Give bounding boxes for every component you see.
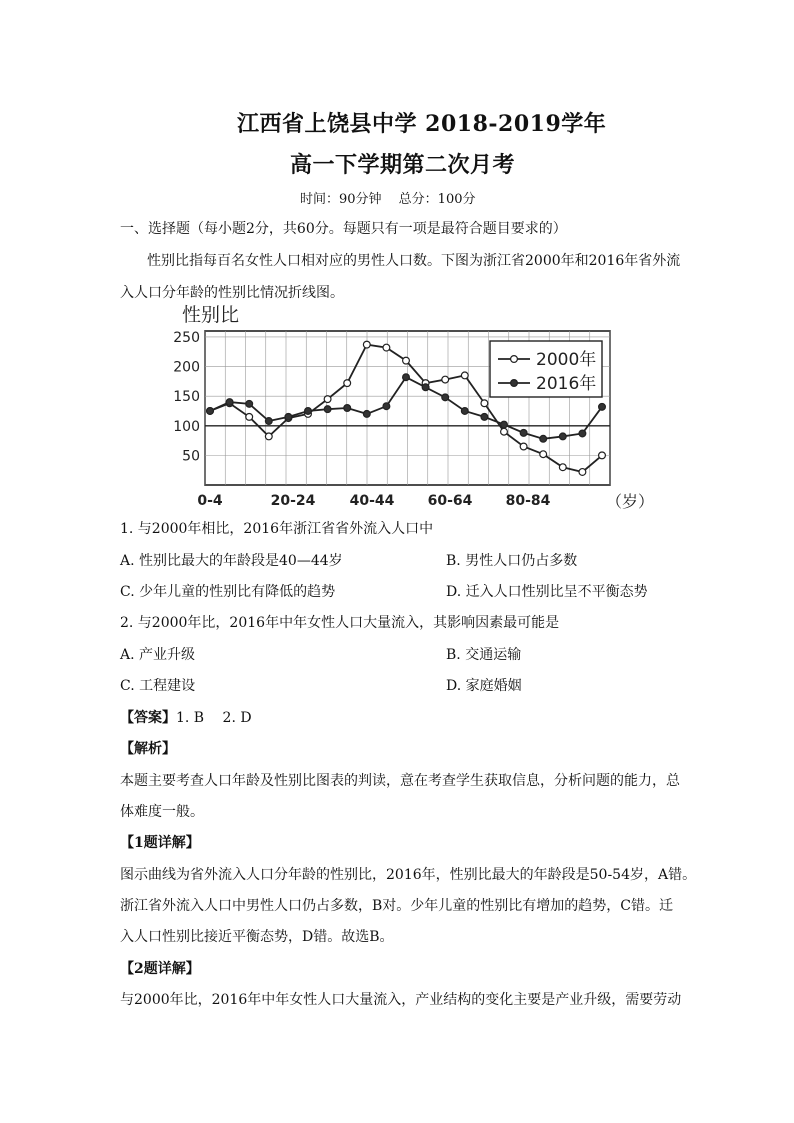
y-axis-title: 性别比 [182,304,240,326]
section-heading: 一、选择题（每小题2分，共60分。每题只有一项是最符合题目要求的） [120,221,567,237]
analysis-line-2: 体难度一般。 [120,804,204,820]
legend-label-0: 2000年 [536,350,597,370]
data-point-series-0 [383,344,390,351]
answer-line [120,707,252,727]
data-point-series-1 [226,399,233,406]
data-point-series-1 [265,418,272,425]
data-point-series-1 [246,400,253,407]
data-point-series-0 [599,452,606,459]
data-point-series-0 [265,433,272,440]
data-point-series-0 [442,376,449,383]
data-point-series-0 [403,357,410,364]
detail-1-label: 【1题详解】 [120,835,200,851]
q1-option-a: A. 性别比最大的年龄段是40—44岁 [120,553,343,569]
data-point-series-1 [363,411,370,418]
analysis-line-1: 本题主要考查人口年龄及性别比图表的判读，意在考查学生获取信息，分析问题的能力，总 [120,773,680,789]
data-point-series-1 [579,430,586,437]
q2-option-a: A. 产业升级 [120,647,196,663]
answer-label: 【答案】 [120,710,176,726]
data-point-series-0 [579,469,586,476]
x-axis-unit: （岁） [605,492,655,511]
detail-2-label: 【2题详解】 [120,961,200,977]
sex-ratio-chart [160,304,655,511]
data-point-series-1 [207,408,214,415]
y-tick-label: 200 [173,359,200,376]
title-line-1: 江西省上饶县中学 2018-2019学年 [237,111,607,137]
data-point-series-1 [559,433,566,440]
data-point-series-1 [599,403,606,410]
q2-option-d: D. 家庭婚姻 [446,678,522,694]
x-tick-label: 0-4 [197,493,223,509]
analysis-label: 【解析】 [120,741,176,757]
detail-1-line-1: 图示曲线为省外流入人口分年龄的性别比，2016年，性别比最大的年龄段是50-54岁，A错。 [120,867,697,883]
data-point-series-0 [461,372,468,379]
data-point-series-0 [363,341,370,348]
q1-option-d: D. 迁入人口性别比呈不平衡态势 [446,584,648,600]
data-point-series-1 [305,408,312,415]
detail-1-line-3: 入人口性别比接近平衡态势，D错。故选B。 [120,929,394,945]
data-point-series-0 [559,464,566,471]
data-point-series-1 [344,405,351,412]
detail-1-line-2: 浙江省外流入人口中男性人口仍占多数，B对。少年儿童的性别比有增加的趋势，C错。迁 [120,898,673,914]
y-tick-label: 150 [173,389,200,406]
data-point-series-1 [520,429,527,436]
data-point-series-1 [481,413,488,420]
question-2: 2. 与2000年比，2016年中年女性人口大量流入，其影响因素最可能是 [120,615,560,631]
y-tick-label: 250 [173,329,200,346]
data-point-series-1 [501,421,508,428]
y-tick-label: 50 [182,448,200,465]
x-tick-label: 80-84 [505,493,551,509]
line-chart-svg [160,304,655,511]
legend-marker-0 [511,356,518,363]
q2-option-c: C. 工程建设 [120,678,196,694]
y-tick-label: 100 [173,418,200,435]
data-point-series-1 [285,413,292,420]
data-point-series-0 [324,396,331,403]
x-tick-label: 40-44 [349,493,395,509]
title-line-2: 高一下学期第二次月考 [290,152,516,178]
data-point-series-1 [383,403,390,410]
x-tick-label: 60-64 [427,493,473,509]
intro-line-2: 入人口分年龄的性别比情况折线图。 [120,285,344,301]
data-point-series-0 [246,413,253,420]
detail-2-line-1: 与2000年比，2016年中年女性人口大量流入，产业结构的变化主要是产业升级，需要劳动 [120,992,682,1008]
q1-option-c: C. 少年儿童的性别比有降低的趋势 [120,584,336,600]
data-point-series-0 [501,428,508,435]
answer-text: 1. B 2. D [176,710,252,726]
intro-line-1: 性别比指每百名女性人口相对应的男性人口数。下图为浙江省2000年和2016年省外流 [147,253,681,269]
data-point-series-1 [403,374,410,381]
q1-option-b: B. 男性人口仍占多数 [446,553,578,569]
data-point-series-1 [461,408,468,415]
data-point-series-1 [540,435,547,442]
data-point-series-1 [442,394,449,401]
data-point-series-0 [540,451,547,458]
legend-marker-1 [511,380,518,387]
data-point-series-1 [324,406,331,413]
exam-meta: 时间：90分钟 总分：100分 [300,192,476,207]
data-point-series-0 [481,400,488,407]
data-point-series-1 [422,384,429,391]
data-point-series-0 [520,443,527,450]
legend-label-1: 2016年 [536,374,597,394]
q2-option-b: B. 交通运输 [446,647,522,663]
x-tick-label: 20-24 [270,493,316,509]
question-1: 1. 与2000年相比，2016年浙江省省外流入人口中 [120,521,434,537]
data-point-series-0 [344,380,351,387]
